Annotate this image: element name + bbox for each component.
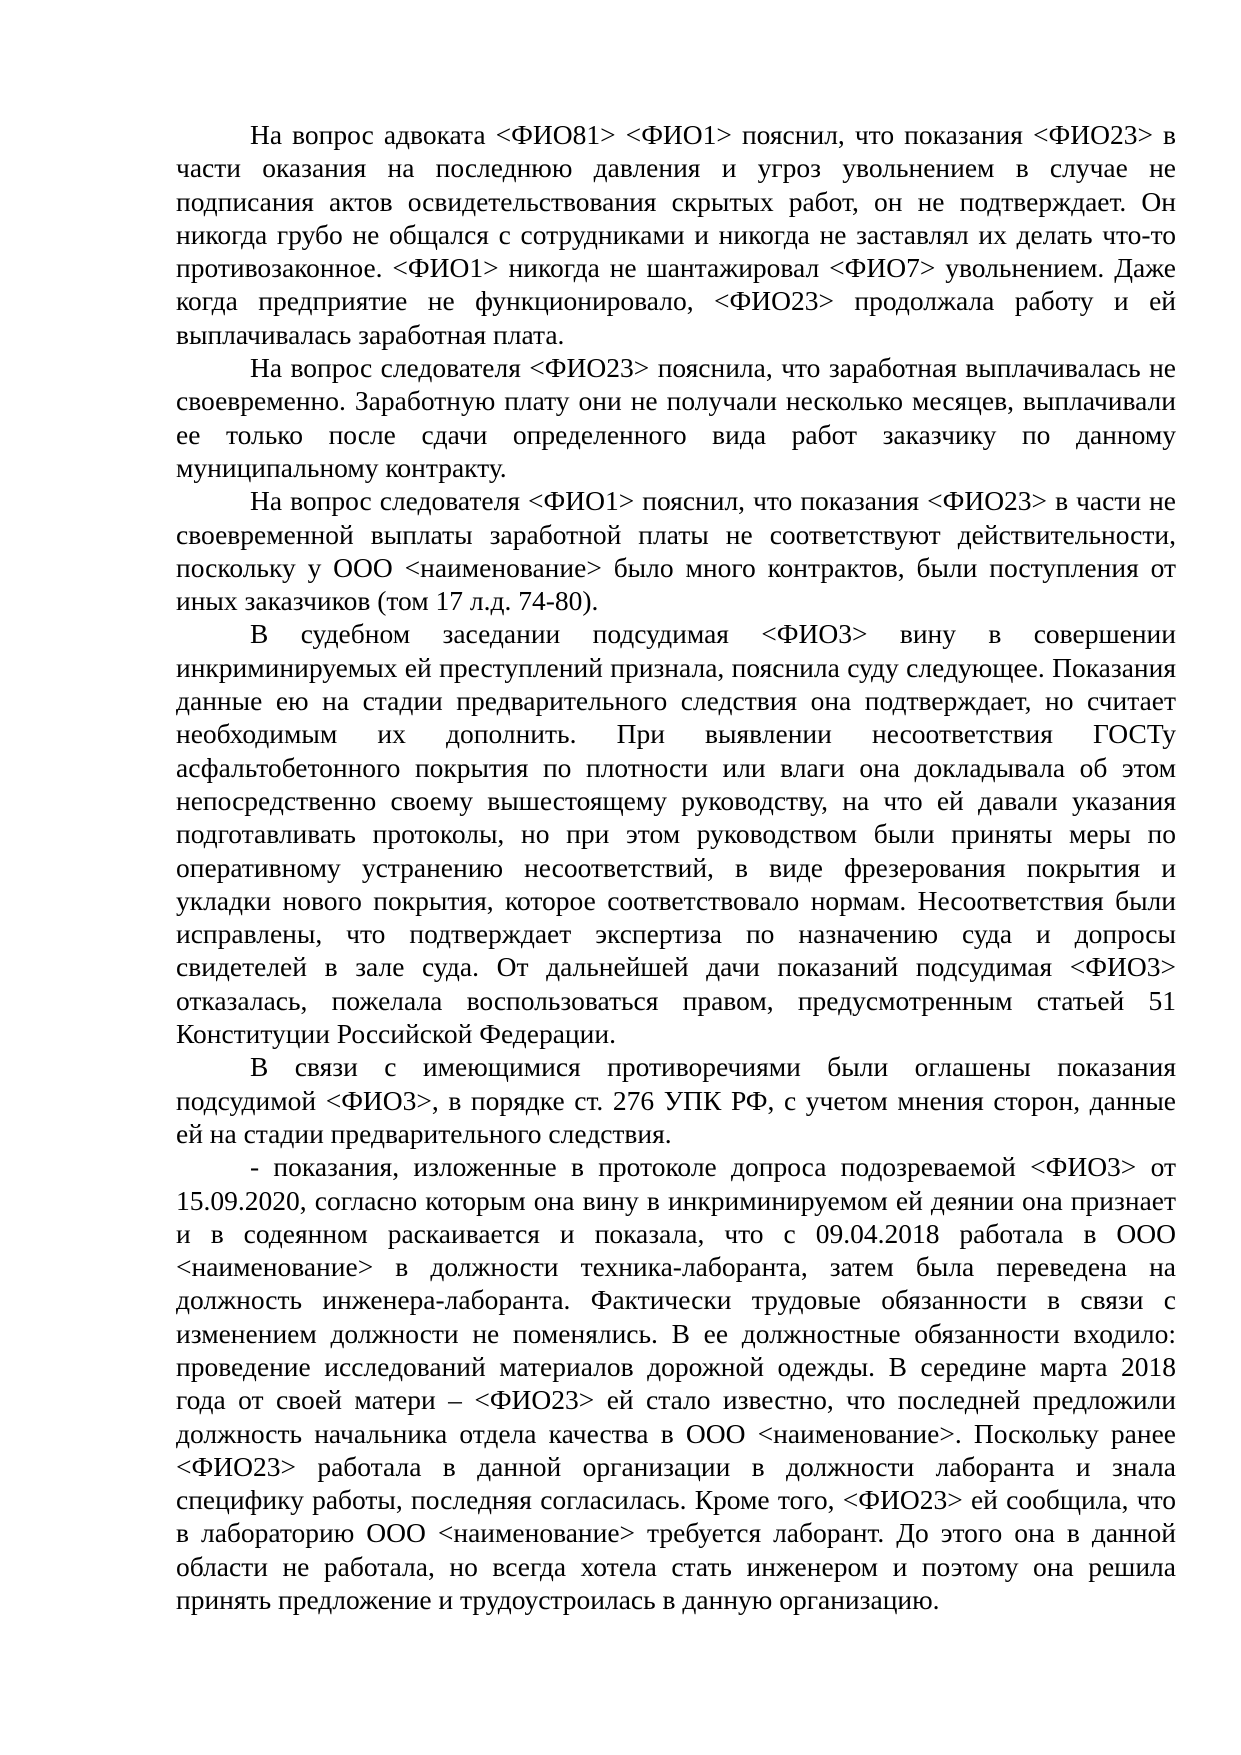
paragraph-lawyer-question: На вопрос адвоката <ФИО81> <ФИО1> пояснил, что показания <ФИО23> в части оказания на последнюю давления и угроз увольнением в случае не подписания актов освидетельствования скрытых работ, он не подтверждает. Он никогда грубо не общался с сотрудниками и никогда не заставлял их делать что-то противозаконное. <ФИО1> никогда не шантажировал <ФИО7> увольнением. Даже когда предприятие не функционировало, <ФИО23> продолжала работу и ей выплачивалась заработная плата.: [176, 119, 1176, 350]
document-body: [176, 118, 1176, 1616]
paragraph-investigator-question-fio23: На вопрос следователя <ФИО23> пояснила, что заработная выплачивалась не своевременно. Заработную плату они не получали несколько месяцев, выплачивали ее только после сдачи определенного вида работ заказчику по данному муниципальному контракту.: [176, 352, 1176, 483]
paragraph-court-hearing: В судебном заседании подсудимая <ФИО3> вину в совершении инкриминируемых ей преступлений признала, пояснила суду следующее. Показания данные ею на стадии предварительного следствия она подтверждает, но считает необходимым их дополнить. При выявлении несоответствия ГОСТу асфальтобетонного покрытия по плотности или влаги она докладывала об этом непосредственно своему вышестоящему руководству, на что ей давали указания подготавливать протоколы, но при этом руководством были приняты меры по оперативному устранению несоответствий, в виде фрезерования покрытия и укладки нового покрытия, которое соответствовало нормам. Несоответствия были исправлены, что подтверждает экспертиза по назначению суда и допросы свидетелей в зале суда. От дальнейшей дачи показаний подсудимая <ФИО3> отказалась, пожелала воспользоваться правом, предусмотренным статьей 51 Конституции Российской Федерации.: [176, 618, 1176, 1050]
paragraph-contradictions: В связи с имеющимися противоречиями были оглашены показания подсудимой <ФИО3>, в порядке ст. 276 УПК РФ, с учетом мнения сторон, данные ей на стадии предварительного следствия.: [176, 1051, 1176, 1149]
paragraph-testimony-protocol: - показания, изложенные в протоколе допроса подозреваемой <ФИО3> от 15.09.2020, согласно которым она вину в инкриминируемом ей деянии она признает и в содеянном раскаивается и показала, что с 09.04.2018 работала в ООО <наименование> в должности техника-лаборанта, затем была переведена на должность инженера-лаборанта. Фактически трудовые обязанности в связи с изменением должности не поменялись. В ее должностные обязанности входило: проведение исследований материалов дорожной одежды. В середине марта 2018 года от своей матери – <ФИО23> ей стало известно, что последней предложили должность начальника отдела качества в ООО <наименование>. Поскольку ранее <ФИО23> работала в данной организации в должности лаборанта и знала специфику работы, последняя согласилась. Кроме того, <ФИО23> ей сообщила, что в лабораторию ООО <наименование> требуется лаборант. До этого она в данной области не работала, но всегда хотела стать инженером и поэтому она решила принять предложение и трудоустроилась в данную организацию.: [176, 1151, 1176, 1616]
paragraph-investigator-question-fio1: На вопрос следователя <ФИО1> пояснил, что показания <ФИО23> в части не своевременной выплаты заработной платы не соответствуют действительности, поскольку у ООО <наименование> было много контрактов, были поступления от иных заказчиков (том 17 л.д. 74-80).: [176, 485, 1176, 617]
